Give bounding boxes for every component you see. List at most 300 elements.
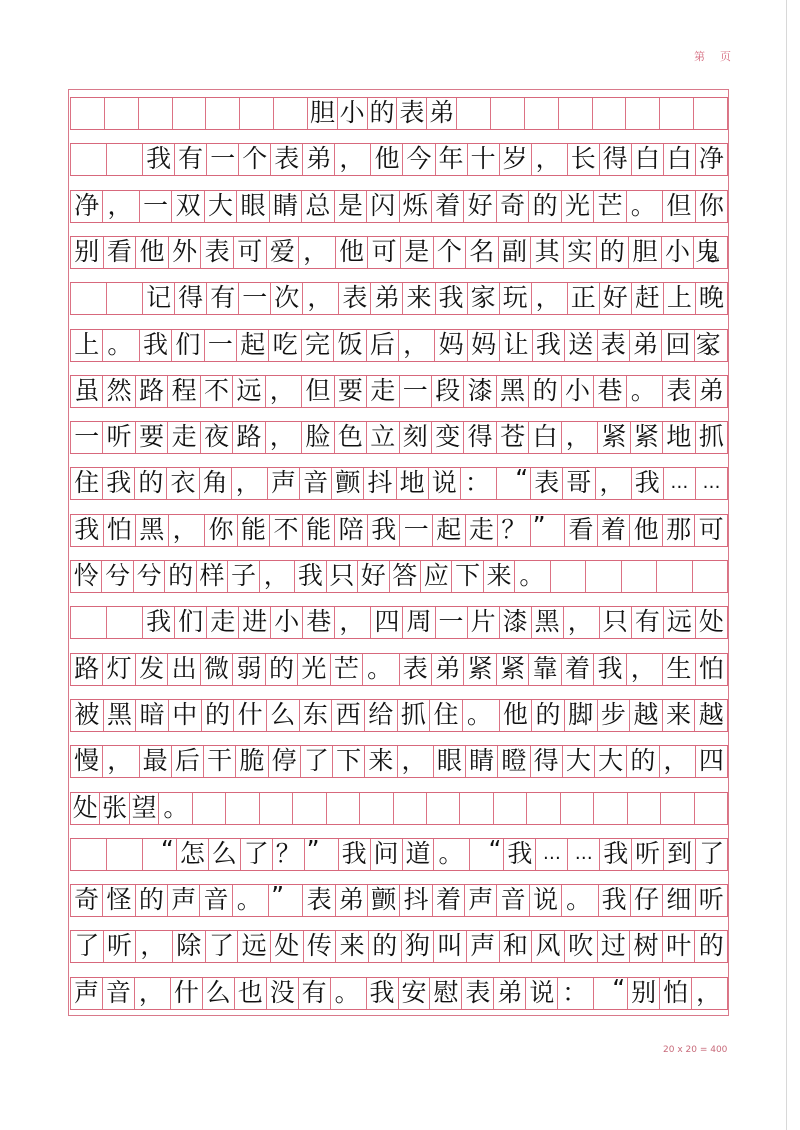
char-cell: ， bbox=[169, 515, 206, 546]
char-cell: 赶 bbox=[632, 283, 664, 314]
char-cell: 的 bbox=[369, 931, 402, 962]
char-cell: 听 bbox=[696, 885, 728, 916]
char-cell: 。 bbox=[363, 654, 399, 685]
char-cell: 听 bbox=[103, 422, 135, 453]
grid-row bbox=[70, 834, 728, 871]
char-cell: 听 bbox=[632, 839, 664, 870]
char-cell: 次 bbox=[271, 283, 303, 314]
char-cell: 我 bbox=[339, 839, 371, 870]
char-cell: 外 bbox=[169, 237, 202, 268]
char-cell: 走 bbox=[466, 515, 499, 546]
char-cell: 那 bbox=[663, 515, 696, 546]
char-cell: 走 bbox=[207, 607, 239, 638]
char-cell: 家 bbox=[468, 283, 500, 314]
grid-row bbox=[70, 375, 728, 408]
char-cell: 饭 bbox=[334, 330, 366, 361]
char-cell: 着 bbox=[562, 654, 594, 685]
empty-cell bbox=[70, 98, 105, 129]
char-cell: 小 bbox=[662, 237, 695, 268]
empty-cell bbox=[107, 839, 143, 870]
char-cell: 漆 bbox=[500, 607, 532, 638]
char-cell: 副 bbox=[499, 237, 532, 268]
char-cell: 来 bbox=[663, 700, 696, 731]
char-cell: 刻 bbox=[400, 422, 432, 453]
char-cell: 怎 bbox=[177, 839, 209, 870]
char-cell: 能 bbox=[238, 515, 271, 546]
title-char-cell: 胆 bbox=[308, 98, 338, 129]
empty-cell bbox=[695, 793, 728, 824]
char-cell: ， bbox=[260, 561, 295, 592]
char-cell: 其 bbox=[531, 237, 564, 268]
char-cell: 四 bbox=[371, 607, 403, 638]
char-cell: 大 bbox=[205, 191, 237, 222]
empty-cell bbox=[107, 283, 143, 314]
char-cell: 最 bbox=[140, 746, 172, 777]
char-cell: 让 bbox=[500, 330, 532, 361]
char-cell: 的 bbox=[627, 746, 659, 777]
char-cell: 。 bbox=[434, 839, 470, 870]
empty-cell bbox=[427, 793, 460, 824]
char-cell: 么 bbox=[209, 839, 241, 870]
char-cell: 叶 bbox=[663, 931, 696, 962]
char-cell: 要 bbox=[335, 376, 367, 407]
char-cell: 的 bbox=[136, 885, 168, 916]
char-cell: 完 bbox=[302, 330, 334, 361]
char-cell: 抓 bbox=[398, 700, 431, 731]
empty-cell bbox=[525, 98, 559, 129]
char-cell: 脆 bbox=[236, 746, 268, 777]
empty-cell bbox=[70, 607, 107, 638]
char-cell: 他 bbox=[500, 700, 533, 731]
char-cell: 个 bbox=[239, 144, 271, 175]
empty-cell bbox=[494, 793, 527, 824]
char-cell: 下 bbox=[333, 746, 365, 777]
char-cell: 么 bbox=[203, 978, 235, 1009]
title-char-cell: 小 bbox=[338, 98, 368, 129]
char-cell: 小 bbox=[562, 376, 594, 407]
char-cell: 和 bbox=[500, 931, 533, 962]
char-cell: 小 bbox=[271, 607, 303, 638]
char-cell: ？ bbox=[273, 839, 305, 870]
char-cell: 烁 bbox=[400, 191, 432, 222]
char-cell: 紧 bbox=[598, 422, 630, 453]
char-cell: 紧 bbox=[464, 654, 496, 685]
char-cell: 叫 bbox=[434, 931, 467, 962]
char-cell: 一 bbox=[400, 515, 433, 546]
char-cell: 他 bbox=[336, 237, 369, 268]
char-cell: 远 bbox=[664, 607, 696, 638]
char-cell: 弱 bbox=[233, 654, 265, 685]
char-cell: 走 bbox=[168, 422, 200, 453]
char-cell: 中 bbox=[169, 700, 202, 731]
page-edge bbox=[786, 0, 787, 1130]
grid-row bbox=[70, 653, 728, 686]
char-cell: 处 bbox=[696, 607, 728, 638]
char-cell: 弟 bbox=[336, 885, 368, 916]
char-cell: 我 bbox=[368, 515, 401, 546]
char-cell: 你 bbox=[205, 515, 238, 546]
char-cell: 记 bbox=[143, 283, 175, 314]
empty-cell bbox=[240, 98, 274, 129]
char-cell: 说 bbox=[526, 978, 558, 1009]
char-cell: 的 bbox=[165, 561, 196, 592]
char-cell: 程 bbox=[168, 376, 200, 407]
char-cell: 住 bbox=[430, 700, 463, 731]
title-row bbox=[70, 97, 728, 130]
char-cell: 灯 bbox=[103, 654, 135, 685]
empty-cell bbox=[460, 793, 493, 824]
char-cell: 细 bbox=[663, 885, 695, 916]
char-cell: 表 bbox=[400, 654, 432, 685]
char-cell: 虽 bbox=[70, 376, 103, 407]
header-label-left: 第 bbox=[694, 50, 705, 63]
char-cell: 好 bbox=[464, 191, 496, 222]
char-cell: 狗 bbox=[402, 931, 435, 962]
char-cell: 巷 bbox=[303, 607, 335, 638]
char-cell: 得 bbox=[464, 422, 496, 453]
char-cell: 着 bbox=[432, 191, 464, 222]
char-cell: 晚 bbox=[696, 283, 728, 314]
char-cell: 暗 bbox=[136, 700, 169, 731]
char-cell: 到 bbox=[664, 839, 696, 870]
char-cell: 立 bbox=[367, 422, 399, 453]
char-cell: 黑 bbox=[497, 376, 529, 407]
char-cell: 不 bbox=[270, 515, 303, 546]
char-cell: 出 bbox=[168, 654, 200, 685]
char-cell: 一 bbox=[207, 144, 239, 175]
char-cell: 了 bbox=[70, 931, 104, 962]
char-cell: 来 bbox=[365, 746, 397, 777]
char-cell: ， bbox=[136, 931, 173, 962]
char-cell: 净 bbox=[696, 144, 728, 175]
char-cell: ， bbox=[232, 468, 268, 499]
char-cell: 们 bbox=[175, 607, 207, 638]
char-cell: 年 bbox=[436, 144, 468, 175]
char-cell: 音 bbox=[497, 885, 529, 916]
char-cell: 发 bbox=[136, 654, 168, 685]
char-cell: 睛 bbox=[270, 191, 302, 222]
grid-row bbox=[70, 236, 728, 269]
char-cell: 陪 bbox=[335, 515, 368, 546]
char-cell: 大 bbox=[595, 746, 627, 777]
grid-row bbox=[70, 973, 728, 1010]
char-cell: 的 bbox=[597, 237, 630, 268]
char-cell: ， bbox=[564, 607, 600, 638]
char-cell: 除 bbox=[173, 931, 206, 962]
char-cell: 下 bbox=[452, 561, 483, 592]
char-cell: 有 bbox=[207, 283, 239, 314]
char-cell: 黑 bbox=[532, 607, 564, 638]
title-char-cell: 弟 bbox=[427, 98, 457, 129]
char-cell: 我 bbox=[504, 839, 536, 870]
char-cell: 兮 bbox=[134, 561, 165, 592]
char-cell: 走 bbox=[367, 376, 399, 407]
empty-cell bbox=[394, 793, 427, 824]
char-cell: 声 bbox=[467, 931, 500, 962]
char-cell: ， bbox=[627, 654, 663, 685]
empty-cell bbox=[70, 144, 107, 175]
empty-cell bbox=[561, 793, 594, 824]
char-cell: 白 bbox=[664, 144, 696, 175]
empty-cell bbox=[593, 98, 627, 129]
char-cell: 有 bbox=[299, 978, 331, 1009]
char-cell: 地 bbox=[397, 468, 429, 499]
grid-row bbox=[70, 606, 728, 639]
char-cell: 回 bbox=[662, 330, 694, 361]
grid-row bbox=[70, 190, 728, 223]
char-cell: 夜 bbox=[201, 422, 233, 453]
char-cell: 四 bbox=[696, 746, 728, 777]
char-cell: 的 bbox=[529, 376, 561, 407]
char-cell: … bbox=[536, 839, 568, 870]
char-cell: … bbox=[696, 468, 728, 499]
char-cell: 弟 bbox=[371, 283, 403, 314]
char-cell: 道 bbox=[403, 839, 435, 870]
empty-cell bbox=[139, 98, 173, 129]
char-cell: 音 bbox=[200, 885, 232, 916]
char-cell: 来 bbox=[336, 931, 369, 962]
char-cell: ， bbox=[398, 746, 434, 777]
char-cell: 眼 bbox=[237, 191, 269, 222]
char-cell: 声 bbox=[168, 885, 200, 916]
char-cell: 步 bbox=[598, 700, 631, 731]
char-cell: 起 bbox=[237, 330, 269, 361]
char-cell: 树 bbox=[630, 931, 663, 962]
char-cell: 看 bbox=[104, 237, 137, 268]
char-cell: 弟 bbox=[494, 978, 526, 1009]
char-cell: ？ bbox=[498, 515, 531, 546]
char-cell: 表 bbox=[303, 885, 335, 916]
char-cell: 给 bbox=[365, 700, 398, 731]
char-cell: 不 bbox=[201, 376, 233, 407]
char-cell: 我 bbox=[103, 468, 135, 499]
char-cell: 一 bbox=[70, 422, 103, 453]
empty-cell bbox=[107, 607, 143, 638]
char-cell: 上 bbox=[664, 283, 696, 314]
char-cell: 家。 bbox=[695, 330, 728, 361]
char-cell: 。 bbox=[463, 700, 500, 731]
char-cell: 声 bbox=[70, 978, 103, 1009]
char-cell: ， bbox=[532, 283, 568, 314]
char-cell: 得 bbox=[531, 746, 563, 777]
char-cell: 大 bbox=[563, 746, 595, 777]
char-cell: 来 bbox=[403, 283, 435, 314]
char-cell: 妈 bbox=[468, 330, 500, 361]
char-cell: 被 bbox=[70, 700, 104, 731]
manuscript-grid-border bbox=[68, 89, 729, 1016]
empty-cell bbox=[559, 98, 593, 129]
char-cell: 。 bbox=[103, 330, 139, 361]
char-cell: 路 bbox=[70, 654, 103, 685]
char-cell: 岁 bbox=[500, 144, 532, 175]
char-cell: 他 bbox=[136, 237, 169, 268]
char-cell: 双 bbox=[172, 191, 204, 222]
char-cell: 奇 bbox=[70, 885, 103, 916]
empty-cell bbox=[693, 561, 728, 592]
empty-cell bbox=[193, 793, 226, 824]
char-cell: 慰 bbox=[430, 978, 462, 1009]
header-label-right: 页 bbox=[720, 50, 731, 63]
char-cell: 答 bbox=[390, 561, 421, 592]
char-cell: 一 bbox=[140, 191, 172, 222]
char-cell: 了 bbox=[301, 746, 333, 777]
char-cell: 巷 bbox=[594, 376, 626, 407]
grid-row bbox=[70, 560, 728, 593]
char-cell: 能 bbox=[303, 515, 336, 546]
char-cell: 有 bbox=[175, 144, 207, 175]
char-cell: 远 bbox=[238, 931, 271, 962]
char-cell: 住 bbox=[70, 468, 103, 499]
char-cell: 。 bbox=[233, 885, 269, 916]
char-cell: 路 bbox=[233, 422, 265, 453]
char-cell: 实 bbox=[564, 237, 597, 268]
char-cell: 脚 bbox=[565, 700, 598, 731]
empty-cell bbox=[657, 561, 692, 592]
char-cell: 过 bbox=[598, 931, 631, 962]
char-cell: 紧 bbox=[497, 654, 529, 685]
empty-cell bbox=[694, 98, 728, 129]
char-cell: 仔 bbox=[631, 885, 663, 916]
char-cell: 一 bbox=[400, 376, 432, 407]
char-cell: 望 bbox=[130, 793, 159, 824]
char-cell: 了 bbox=[206, 931, 239, 962]
char-cell: 有 bbox=[632, 607, 664, 638]
char-cell: 路 bbox=[136, 376, 168, 407]
char-cell: 没 bbox=[267, 978, 299, 1009]
char-cell: 光 bbox=[562, 191, 594, 222]
empty-cell bbox=[105, 98, 139, 129]
char-cell: 声 bbox=[465, 885, 497, 916]
char-cell: 上 bbox=[70, 330, 103, 361]
char-cell: 听 bbox=[104, 931, 137, 962]
grid-row bbox=[70, 881, 728, 917]
char-cell: 芒 bbox=[331, 654, 363, 685]
char-cell: 正 bbox=[568, 283, 600, 314]
char-cell: 怕 bbox=[696, 654, 728, 685]
char-cell: 音 bbox=[300, 468, 332, 499]
char-cell: 苍 bbox=[497, 422, 529, 453]
char-cell: 微 bbox=[201, 654, 233, 685]
char-cell: ， bbox=[266, 376, 302, 407]
char-cell: 衣 bbox=[167, 468, 199, 499]
char-cell: ” bbox=[269, 885, 303, 916]
grid-row bbox=[70, 143, 728, 176]
char-cell: 着 bbox=[598, 515, 631, 546]
char-cell: 表 bbox=[531, 468, 563, 499]
char-cell: 净 bbox=[70, 191, 103, 222]
char-cell: 可 bbox=[368, 237, 401, 268]
char-cell: ， bbox=[660, 746, 696, 777]
char-cell: 可 bbox=[695, 515, 728, 546]
char-cell: 着 bbox=[433, 885, 465, 916]
char-cell: 表 bbox=[663, 376, 695, 407]
empty-cell bbox=[660, 98, 694, 129]
char-cell: ， bbox=[303, 283, 339, 314]
char-cell: “ bbox=[497, 468, 531, 499]
empty-cell bbox=[628, 793, 661, 824]
char-cell: 地 bbox=[663, 422, 695, 453]
char-cell: 干 bbox=[204, 746, 236, 777]
char-cell: 送 bbox=[565, 330, 597, 361]
grid-row bbox=[70, 421, 728, 454]
char-cell: ， bbox=[335, 144, 371, 175]
char-cell: “ bbox=[143, 839, 177, 870]
char-cell: 音 bbox=[103, 978, 135, 1009]
grid-row bbox=[70, 699, 728, 732]
empty-cell bbox=[173, 98, 207, 129]
char-cell: 光 bbox=[298, 654, 330, 685]
char-cell: 个 bbox=[434, 237, 467, 268]
char-cell: 表 bbox=[201, 237, 234, 268]
char-cell: 闪 bbox=[367, 191, 399, 222]
char-cell: ， bbox=[103, 191, 139, 222]
char-cell: 睛 bbox=[466, 746, 498, 777]
title-char-cell: 表 bbox=[397, 98, 427, 129]
char-cell: 十 bbox=[468, 144, 500, 175]
char-cell: 么 bbox=[267, 700, 300, 731]
char-cell: 起 bbox=[433, 515, 466, 546]
char-cell: 片 bbox=[468, 607, 500, 638]
char-cell: 靠 bbox=[529, 654, 561, 685]
char-cell: 说 bbox=[429, 468, 461, 499]
char-cell: ” bbox=[305, 839, 339, 870]
char-cell: 后 bbox=[367, 330, 399, 361]
char-cell: ， bbox=[399, 330, 435, 361]
char-cell: 奇 bbox=[497, 191, 529, 222]
char-cell: 一 bbox=[239, 283, 271, 314]
char-cell: ， bbox=[692, 978, 728, 1009]
empty-cell bbox=[226, 793, 259, 824]
char-cell: 。 bbox=[627, 191, 663, 222]
empty-cell bbox=[260, 793, 293, 824]
char-cell: … bbox=[568, 839, 600, 870]
char-cell: 眼 bbox=[434, 746, 466, 777]
char-cell: 要 bbox=[136, 422, 168, 453]
char-cell: 吹 bbox=[565, 931, 598, 962]
char-cell: 风 bbox=[532, 931, 565, 962]
char-cell: 名 bbox=[466, 237, 499, 268]
char-cell: 表 bbox=[462, 978, 494, 1009]
empty-cell bbox=[551, 561, 586, 592]
char-cell: 的 bbox=[135, 468, 167, 499]
char-cell: 紧 bbox=[631, 422, 663, 453]
char-cell: 白 bbox=[632, 144, 664, 175]
empty-cell bbox=[594, 793, 627, 824]
char-cell: 总 bbox=[302, 191, 334, 222]
char-cell: 白 bbox=[529, 422, 561, 453]
char-cell: 黑 bbox=[104, 700, 137, 731]
char-cell: 停 bbox=[269, 746, 301, 777]
empty-cell bbox=[107, 144, 143, 175]
char-cell: 得 bbox=[600, 144, 632, 175]
char-cell: 东 bbox=[300, 700, 333, 731]
char-cell: 的 bbox=[695, 931, 728, 962]
char-cell: 越 bbox=[630, 700, 663, 731]
char-cell: 我 bbox=[140, 330, 172, 361]
char-cell: 色 bbox=[335, 422, 367, 453]
char-cell: 颤 bbox=[368, 885, 400, 916]
char-cell: 弟 bbox=[432, 654, 464, 685]
char-cell: 我 bbox=[436, 283, 468, 314]
char-cell: 是 bbox=[335, 191, 367, 222]
char-cell: 我 bbox=[143, 144, 175, 175]
char-cell: 妈 bbox=[435, 330, 467, 361]
char-cell: … bbox=[664, 468, 696, 499]
char-cell: ， bbox=[596, 468, 632, 499]
char-cell: 脸 bbox=[302, 422, 334, 453]
char-cell: 看 bbox=[565, 515, 598, 546]
char-cell: 我 bbox=[594, 654, 626, 685]
